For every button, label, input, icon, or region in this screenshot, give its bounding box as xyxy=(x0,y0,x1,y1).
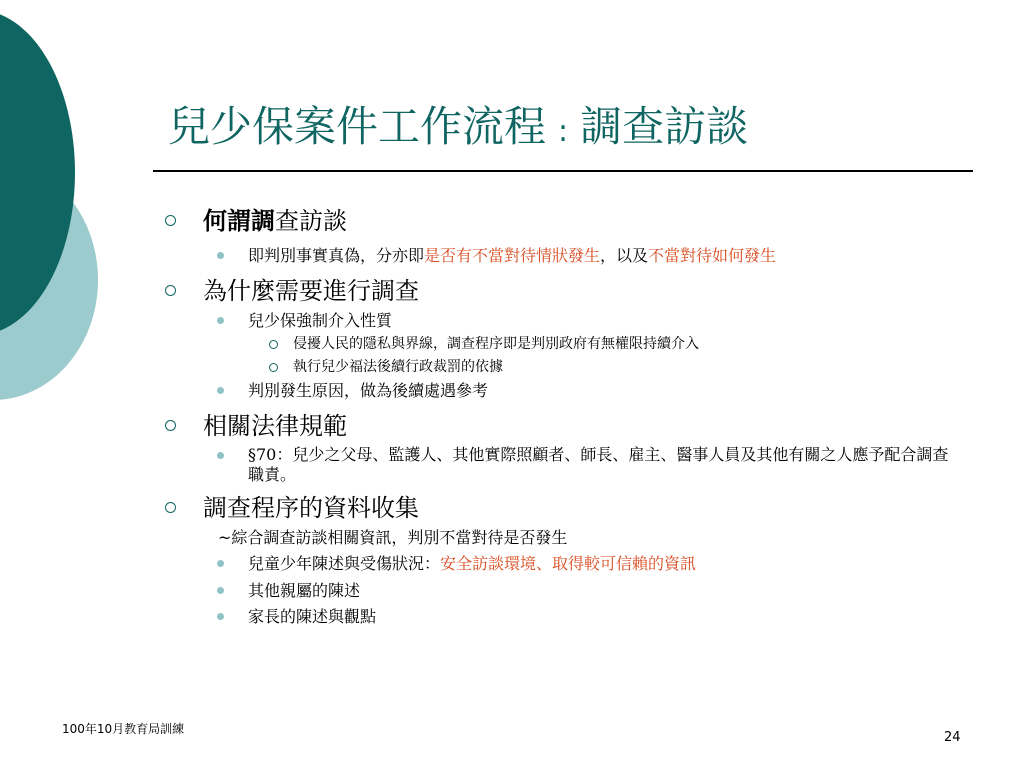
list-item: 兒少保強制介入性質 xyxy=(248,310,392,332)
page-number: 24 xyxy=(944,730,961,745)
title-sub: 調查訪談 xyxy=(580,102,749,151)
footer-text: 100年10月教育局訓練 xyxy=(62,722,185,736)
filled-circle-bullet-icon xyxy=(217,387,224,394)
section-heading-data-collection: 調查程序的資料收集 xyxy=(203,493,419,523)
hollow-circle-bullet-icon xyxy=(269,340,278,349)
hollow-circle-bullet-icon xyxy=(165,215,176,226)
hollow-circle-bullet-icon xyxy=(165,502,176,513)
list-item: §70：兒少之父母、監護人、其他實際照顧者、師長、雇主、醫事人員及其他有關之人應予配合調查職責。 xyxy=(248,445,963,485)
section-heading-why-investigate: 為什麼需要進行調查 xyxy=(203,276,419,306)
title-divider xyxy=(153,170,973,172)
title-main: 兒少保案件工作流程 xyxy=(168,102,547,151)
section-heading-legal-basis: 相關法律規範 xyxy=(203,411,347,441)
section-note: ~綜合調查訪談相關資訊，判別不當對待是否發生 xyxy=(218,528,568,547)
filled-circle-bullet-icon xyxy=(217,613,224,620)
hollow-circle-bullet-icon xyxy=(165,285,176,296)
filled-circle-bullet-icon xyxy=(217,560,224,567)
filled-circle-bullet-icon xyxy=(217,587,224,594)
sub-list-item: 執行兒少福法後續行政裁罰的依據 xyxy=(293,357,503,377)
list-item: 其他親屬的陳述 xyxy=(248,580,360,602)
sub-list-item: 侵擾人民的隱私與界線，調查程序即是判別政府有無權限持續介入 xyxy=(293,334,699,354)
hollow-circle-bullet-icon xyxy=(269,363,278,372)
list-item: 兒童少年陳述與受傷狀況：安全訪談環境、取得較可信賴的資訊 xyxy=(248,553,696,575)
list-item: 判別發生原因，做為後續處遇參考 xyxy=(248,380,488,402)
section-heading-what-is-investigation: 何謂調查訪談 xyxy=(203,206,347,236)
filled-circle-bullet-icon xyxy=(217,452,224,459)
title-separator: : xyxy=(558,114,569,149)
slide-title xyxy=(168,92,988,162)
list-item: 家長的陳述與觀點 xyxy=(248,606,376,628)
filled-circle-bullet-icon xyxy=(217,252,224,259)
hollow-circle-bullet-icon xyxy=(165,420,176,431)
filled-circle-bullet-icon xyxy=(217,317,224,324)
list-item: 即判別事實真偽，分亦即是否有不當對待情狀發生，以及不當對待如何發生 xyxy=(248,245,776,267)
